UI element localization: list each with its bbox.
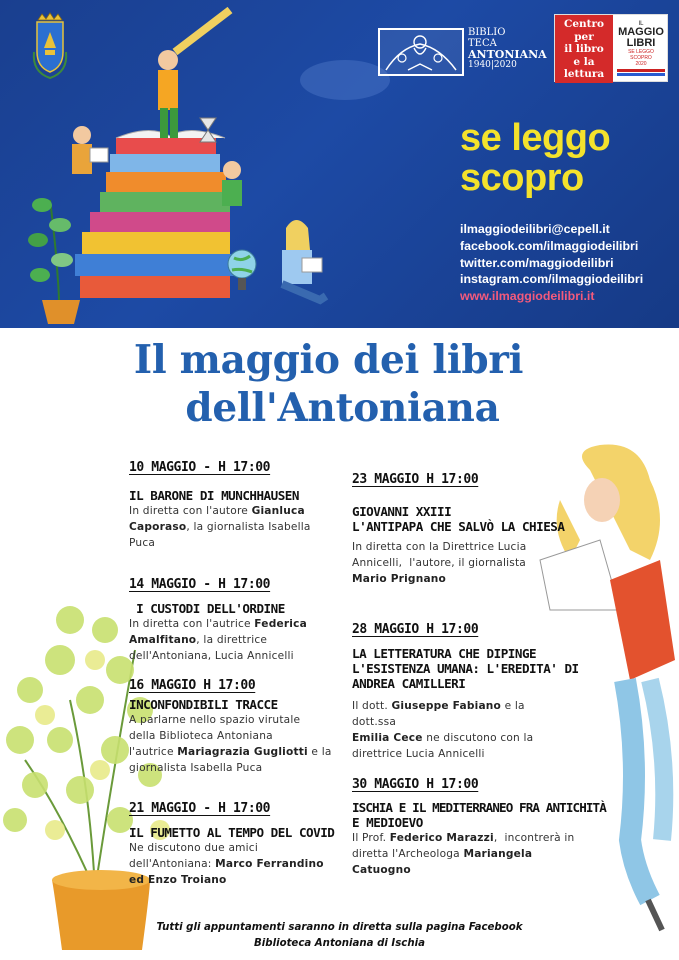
- event-description: [352, 698, 572, 762]
- desc-text: diretta l'Archeologa: [352, 848, 464, 860]
- event-14-maggio: [129, 577, 349, 664]
- centro-line4: e la: [573, 55, 595, 68]
- biblio-line2: TECA: [468, 37, 497, 49]
- maggio-logo-line1: MAGGIO: [618, 26, 664, 38]
- event-28-maggio: [352, 622, 579, 762]
- centro-line1: Centro: [563, 18, 605, 30]
- desc-text: della Biblioteca Antoniana: [129, 730, 273, 742]
- books-children-illustration: [20, 0, 340, 328]
- plant-left-icon: [28, 198, 80, 324]
- stripe-red: [617, 69, 665, 72]
- maggio-logo-line2: LIBRI: [626, 37, 656, 49]
- page-title: [0, 336, 679, 432]
- desc-name: Mariagrazia Gugliotti: [177, 746, 308, 758]
- biblio-line3: ANTONIANA: [468, 48, 547, 61]
- desc-name: Amalfitano: [129, 634, 197, 646]
- event-23-maggio: [352, 472, 572, 587]
- biblioteca-antoniana-logo: [378, 27, 547, 80]
- event-21-maggio: [129, 801, 349, 888]
- contact-website[interactable]: www.ilmaggiodeilibri.it: [460, 289, 595, 304]
- event-10-maggio: [129, 460, 349, 551]
- desc-name: Mariangela: [463, 848, 533, 860]
- event-date: 10 MAGGIO - H 17:00: [129, 460, 271, 475]
- desc-name: Caporaso: [129, 521, 187, 533]
- event-description: [129, 503, 349, 551]
- maggio-logo-top: IL: [638, 21, 644, 27]
- event-date: 30 MAGGIO H 17:00: [352, 777, 479, 792]
- title-line1: Il maggio dei libri: [133, 337, 524, 383]
- event-description: [129, 840, 349, 888]
- event-title: IL FUMETTO AL TEMPO DEL COVID: [129, 825, 335, 840]
- desc-name: Marco Ferrandino: [215, 858, 324, 870]
- centro-line2: per: [574, 30, 594, 43]
- event-30-maggio: [352, 777, 606, 878]
- desc-text: In diretta con l'autrice: [129, 618, 255, 630]
- contact-twitter[interactable]: twitter.com/maggiodeilibri: [460, 255, 614, 270]
- desc-name: Mario Prignano: [352, 573, 447, 585]
- desc-name: Federico Marazzi: [389, 832, 494, 844]
- desc-name: ed Enzo Troiano: [129, 874, 227, 886]
- stripe-blue: [617, 73, 665, 76]
- desc-text: e la: [307, 746, 332, 758]
- desc-text: , la giornalista Isabella: [186, 521, 311, 533]
- contact-email[interactable]: ilmaggiodeilibri@cepell.it: [460, 222, 610, 236]
- desc-text: , la direttrice: [196, 634, 268, 646]
- event-description: [352, 539, 572, 587]
- event-title: ISCHIA E IL MEDITERRANEO FRA ANTICHITÀ: [352, 800, 606, 815]
- event-description: [352, 830, 575, 878]
- contact-facebook[interactable]: facebook.com/ilmaggiodeilibri: [460, 238, 639, 253]
- event-description: [129, 616, 349, 664]
- desc-name: Gianluca: [251, 505, 305, 517]
- maggio-dei-libri-logo: [617, 21, 665, 77]
- slogan-line1: se leggo: [460, 117, 611, 159]
- title-line2: dell'Antoniana: [185, 385, 500, 431]
- footer-line1: Tutti gli appuntamenti saranno in diretta sulla pagina Facebook: [156, 922, 523, 933]
- event-date: 21 MAGGIO - H 17:00: [129, 801, 271, 816]
- desc-text: Annicelli, l'autore, il giornalista: [352, 557, 526, 569]
- event-title: IL BARONE DI MUNCHHAUSEN: [129, 488, 299, 503]
- event-title: L'ANTIPAPA CHE SALVÒ LA CHIESA: [352, 519, 565, 534]
- event-description: [129, 712, 349, 776]
- slogan-line2: scopro: [460, 157, 584, 199]
- biblioteca-emblem: [378, 28, 464, 76]
- slogan: [460, 118, 610, 198]
- desc-text: , incontrerà in: [493, 832, 575, 844]
- desc-text: ne discutono con la: [422, 732, 534, 744]
- desc-text: A parlarne nello spazio virutale: [129, 714, 301, 726]
- maggio-logo-year: 2020: [635, 61, 647, 67]
- centro-red-block: [555, 15, 613, 83]
- desc-name: Catuogno: [352, 864, 411, 876]
- reading-figures-icon: [380, 30, 462, 74]
- footer-line2: Biblioteca Antoniana di Ischia: [254, 938, 425, 949]
- desc-text: giornalista Isabella Puca: [129, 762, 263, 774]
- biblio-line1: BIBLIO: [468, 27, 506, 38]
- centro-line5: lettura: [563, 68, 605, 80]
- contact-list: [460, 221, 643, 305]
- centro-libro-logo: [554, 14, 668, 82]
- desc-name: Federica: [254, 618, 307, 630]
- event-16-maggio: [129, 678, 349, 776]
- centro-line3: il libro: [564, 43, 604, 55]
- biblio-years: 1940|2020: [468, 59, 517, 70]
- contact-instagram[interactable]: instagram.com/ilmaggiodeilibri: [460, 272, 644, 287]
- desc-name: Giuseppe Fabiano: [391, 700, 502, 712]
- event-date: 23 MAGGIO H 17:00: [352, 472, 479, 487]
- event-title: L'ESISTENZA UMANA: L'EREDITA' DI: [352, 661, 579, 676]
- desc-text: Il dott.: [352, 700, 392, 712]
- footer-note: [0, 920, 679, 952]
- event-title: E MEDIOEVO: [352, 815, 423, 830]
- desc-text: dell'Antoniana:: [129, 858, 216, 870]
- event-date: 16 MAGGIO H 17:00: [129, 678, 256, 693]
- event-title: GIOVANNI XXIII: [352, 504, 452, 519]
- event-title: INCONFONDIBILI TRACCE: [129, 697, 278, 712]
- event-title: I CUSTODI DELL'ORDINE: [129, 601, 285, 616]
- event-title: LA LETTERATURA CHE DIPINGE: [352, 646, 537, 661]
- event-title: ANDREA CAMILLERI: [352, 676, 466, 691]
- desc-text: Puca: [129, 537, 156, 549]
- desc-text: dell'Antoniana, Lucia Annicelli: [129, 650, 294, 662]
- desc-text: e la dott.ssa: [352, 700, 525, 728]
- event-date: 14 MAGGIO - H 17:00: [129, 577, 271, 592]
- header-banner: [0, 0, 679, 328]
- desc-text: Il Prof.: [352, 832, 390, 844]
- desc-text: Ne discutono due amici: [129, 842, 258, 854]
- desc-text: l'autrice: [129, 746, 178, 758]
- event-date: 28 MAGGIO H 17:00: [352, 622, 479, 637]
- maggio-logo-small: SE LEGGO SCOPRO: [628, 49, 654, 61]
- desc-text: direttrice Lucia Annicelli: [352, 748, 485, 760]
- desc-text: In diretta con la Direttrice Lucia: [352, 541, 527, 553]
- desc-text: In diretta con l'autore: [129, 505, 252, 517]
- desc-name: Emilia Cece: [352, 732, 423, 744]
